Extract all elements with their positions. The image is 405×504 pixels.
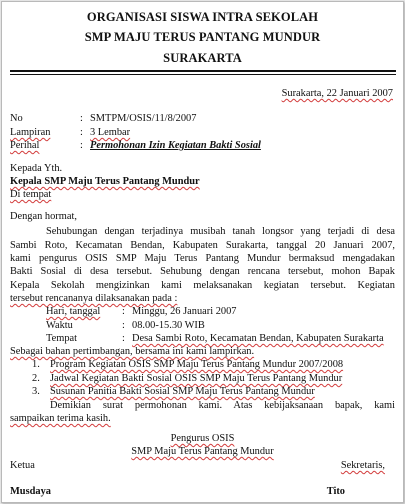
- recipient-line2-text: Kepala SMP Maju Terus Pantang Mundur: [10, 176, 200, 187]
- meta-no-value: SMTPM/OSIS/11/8/2007: [90, 113, 197, 124]
- letterhead-rule-thin: [10, 74, 396, 75]
- signature-left-name: Musdaya: [10, 486, 51, 497]
- attachment-item-1-text: Program Kegiatan OSIS SMP Maju Terus Pantang Mundur 2007/2008: [50, 359, 344, 370]
- schedule-value-1: 08.00-15.30 WIB: [132, 320, 205, 331]
- signature-left-title: Ketua: [10, 460, 35, 471]
- meta-perihal-label: [10, 140, 39, 151]
- meta-lampiran-sep: :: [80, 127, 83, 138]
- attach-intro: [10, 346, 254, 357]
- attachment-item-3: [50, 386, 315, 397]
- recipient-line1: Kepada Yth.: [10, 163, 63, 174]
- schedule-value-0: Minggu, 26 Januari 2007: [132, 306, 237, 317]
- body-p1-line1: Sehubungan dengan terjadinya musibah tanah longsor yang terjadi di desa: [46, 226, 395, 237]
- letterhead-org: ORGANISASI SISWA INTRA SEKOLAH: [86, 10, 319, 24]
- attachment-item-3-text: Susunan Panitia Bakti Sosial SMP Maju Terus Pantang Mundur: [50, 386, 315, 397]
- signature-right-title-text: Sekretaris,: [340, 460, 385, 471]
- schedule-sep-0: :: [122, 306, 125, 317]
- signature-org1-text: Pengurus OSIS: [170, 433, 235, 444]
- attachment-item-1: [50, 359, 343, 370]
- greeting: Dengan hormat,: [10, 211, 77, 222]
- body-p1-line6-text: tersebut rencananya dilaksanakan pada :: [10, 293, 178, 304]
- letterhead-city: SURAKARTA: [163, 51, 242, 65]
- attachment-item-2: [50, 373, 342, 384]
- signature-right-name: Tito: [326, 486, 345, 497]
- schedule-value-2-text: Desa Sambi Roto, Kecamatan Bendan, Kabupaten Surakarta: [132, 333, 384, 344]
- body-p1-line5: Kepala Sekolah mengizinkan kami melaksanakan kegiatan tersebut. Kegiatan: [10, 280, 395, 291]
- attachment-number-2: 2.: [32, 373, 40, 384]
- schedule-value-2: [132, 333, 384, 344]
- body-p1-line4: Bakti Sosial di desa tersebut. Sehubung dengan rencana tersebut, mohon Bapak: [10, 266, 395, 277]
- signature-right-title: [341, 460, 385, 471]
- meta-lampiran-label-text: Lampiran: [10, 127, 51, 138]
- place-date-text: Surakarta, 22 Januari 2007: [281, 88, 393, 99]
- recipient-line3-text: Di tempat: [10, 189, 52, 200]
- meta-lampiran-label: [10, 127, 50, 138]
- schedule-sep-1: :: [122, 320, 125, 331]
- closing-line2: [10, 413, 111, 424]
- closing-line1: Demikian surat permohonan kami. Atas kebijaksanaan bapak, kami: [50, 400, 395, 411]
- schedule-label-2: Tempat: [46, 333, 78, 344]
- body-p1-line3: kami pengurus OSIS SMP Maju Terus Pantang Mundur bermaksud mengadakan: [10, 253, 395, 264]
- attachment-item-2-text: Jadwal Kegiatan Bakti Sosial OSIS SMP Maju Terus Pantang Mundur: [50, 373, 343, 384]
- recipient-line3: [10, 189, 51, 200]
- schedule-label-1: Waktu: [46, 320, 73, 331]
- meta-no-label: No: [10, 113, 23, 124]
- signature-org2-text: SMP Maju Terus Pantang Mundur: [131, 446, 274, 457]
- body-p1-line2: Sambi Roto, Kecamatan Bendan, Kabupaten Surakarta, tanggal 20 Januari 2007,: [10, 240, 395, 251]
- attachment-number-3: 3.: [32, 386, 40, 397]
- meta-perihal-sep: :: [80, 140, 83, 151]
- meta-lampiran-value: [90, 127, 130, 138]
- closing-line2-text: sampaikan terima kasih.: [10, 413, 111, 424]
- letterhead-rule-thick: [10, 70, 396, 72]
- letter-page: [1, 1, 404, 503]
- letterhead-school: SMP MAJU TERUS PANTANG MUNDUR: [84, 30, 321, 44]
- attachment-number-1: 1.: [32, 359, 40, 370]
- schedule-label-0: [46, 306, 100, 317]
- body-p1-line6: [10, 293, 177, 304]
- meta-perihal-value: Permohonan Izin Kegiatan Bakti Sosial: [90, 140, 261, 151]
- meta-lampiran-value-text: 3 Lembar: [90, 127, 131, 138]
- recipient-line2: [10, 176, 200, 187]
- meta-perihal-label-text: Perihal: [10, 140, 40, 151]
- schedule-label-0-text: Hari, tanggal: [46, 306, 101, 317]
- attach-intro-text: Sebagai bahan pertimbangan, bersama ini kami lampirkan.: [10, 346, 255, 357]
- schedule-sep-2: :: [122, 333, 125, 344]
- signature-org1: [2, 433, 403, 444]
- place-date: [282, 88, 393, 99]
- meta-no-sep: :: [80, 113, 83, 124]
- signature-org2: [2, 446, 403, 457]
